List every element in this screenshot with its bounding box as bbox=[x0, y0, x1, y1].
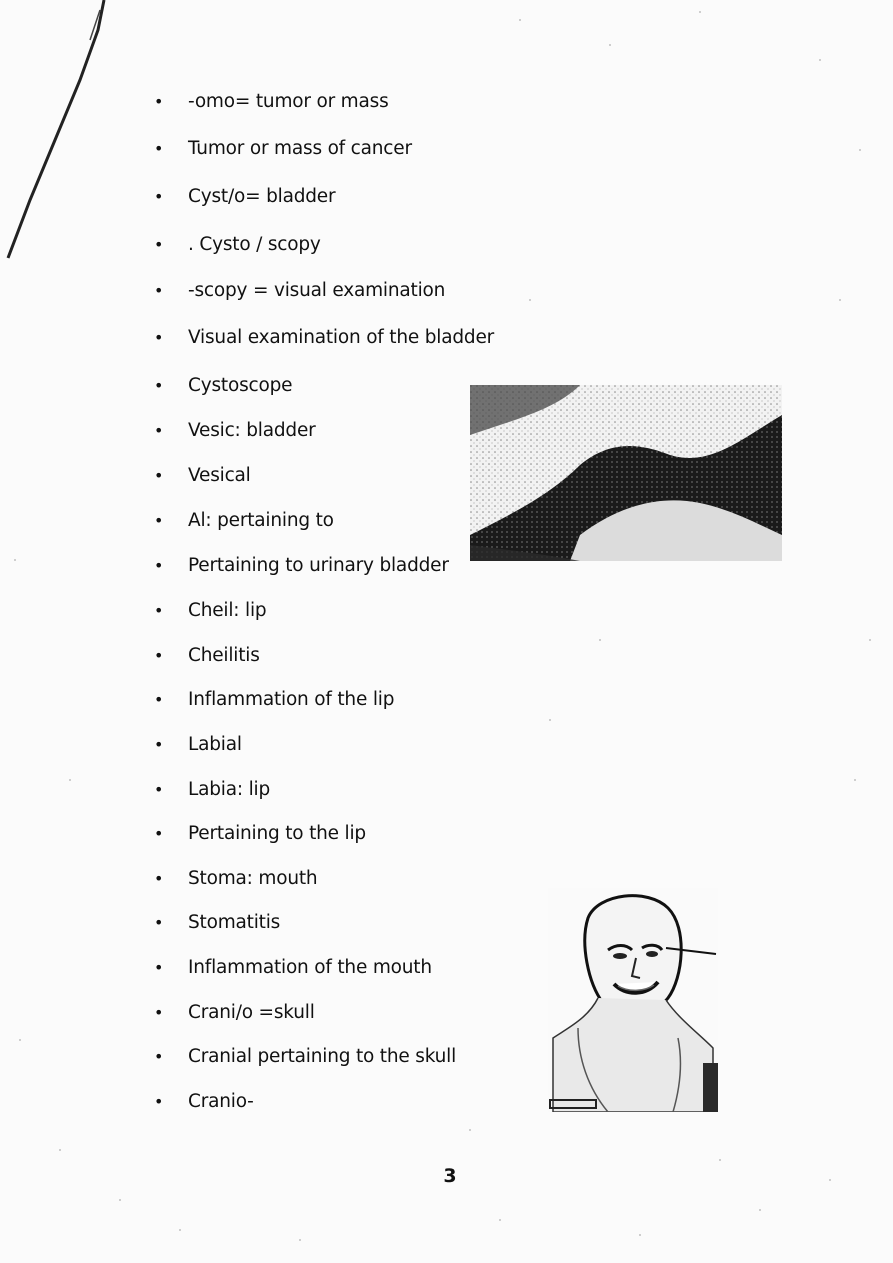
list-item bbox=[148, 507, 334, 535]
term-text: Pertaining to the lip bbox=[188, 823, 366, 844]
term-text: Vesic: bladder bbox=[188, 420, 316, 441]
list-item bbox=[148, 731, 242, 759]
term-text: Labial bbox=[188, 734, 242, 755]
term-text: Pertaining to urinary bladder bbox=[188, 555, 449, 576]
list-item bbox=[148, 1043, 456, 1071]
bullet: • bbox=[154, 780, 164, 799]
term-text: -scopy = visual examination bbox=[188, 280, 446, 301]
term-text: Stoma: mouth bbox=[188, 868, 318, 889]
list-item bbox=[148, 552, 449, 580]
term-text: Crani/o =skull bbox=[188, 1002, 315, 1023]
term-text: . Cysto / scopy bbox=[188, 234, 321, 255]
bullet: • bbox=[154, 556, 164, 575]
term-text: Cranio- bbox=[188, 1091, 254, 1112]
scan-edge-mark bbox=[0, 0, 120, 270]
bullet: • bbox=[154, 1047, 164, 1066]
bullet: • bbox=[154, 235, 164, 254]
list-item bbox=[148, 88, 389, 116]
list-item bbox=[148, 597, 266, 625]
list-item bbox=[148, 372, 292, 400]
bullet: • bbox=[154, 511, 164, 530]
list-item bbox=[148, 776, 270, 804]
bullet: • bbox=[154, 421, 164, 440]
bullet: • bbox=[154, 92, 164, 111]
list-item bbox=[148, 865, 317, 893]
term-text: Tumor or mass of cancer bbox=[188, 138, 412, 159]
term-text: Cranial pertaining to the skull bbox=[188, 1046, 457, 1067]
list-item bbox=[148, 954, 432, 982]
list-item bbox=[148, 999, 315, 1027]
bullet: • bbox=[154, 690, 164, 709]
list-item bbox=[148, 686, 394, 714]
term-text: Cheil: lip bbox=[188, 600, 267, 621]
term-text: Inflammation of the mouth bbox=[188, 957, 432, 978]
term-text: Stomatitis bbox=[188, 912, 281, 933]
term-text: Vesical bbox=[188, 465, 251, 486]
bullet: • bbox=[154, 869, 164, 888]
list-item bbox=[148, 277, 445, 305]
bullet: • bbox=[154, 139, 164, 158]
term-text: Inflammation of the lip bbox=[188, 689, 395, 710]
term-text: Cystoscope bbox=[188, 375, 293, 396]
list-item bbox=[148, 820, 366, 848]
term-text: -omo= tumor or mass bbox=[188, 91, 389, 112]
list-item bbox=[148, 909, 280, 937]
bullet: • bbox=[154, 824, 164, 843]
bullet: • bbox=[154, 376, 164, 395]
bullet: • bbox=[154, 328, 164, 347]
term-text: Visual examination of the bladder bbox=[188, 327, 495, 348]
bullet: • bbox=[154, 1092, 164, 1111]
bullet: • bbox=[154, 1003, 164, 1022]
list-item bbox=[148, 324, 494, 352]
bullet: • bbox=[154, 281, 164, 300]
bullet: • bbox=[154, 466, 164, 485]
list-item bbox=[148, 135, 412, 163]
list-item bbox=[148, 642, 260, 670]
face-photo bbox=[548, 888, 718, 1112]
bullet: • bbox=[154, 913, 164, 932]
term-text: Cyst/o= bladder bbox=[188, 186, 336, 207]
term-text: Labia: lip bbox=[188, 779, 270, 800]
list-item bbox=[148, 417, 316, 445]
page-number: 3 bbox=[443, 1165, 457, 1187]
list-item bbox=[148, 462, 251, 490]
bullet: • bbox=[154, 601, 164, 620]
list-item bbox=[148, 183, 335, 211]
term-text: Al: pertaining to bbox=[188, 510, 334, 531]
bullet: • bbox=[154, 735, 164, 754]
bullet: • bbox=[154, 187, 164, 206]
cystoscopy-image bbox=[470, 385, 782, 561]
list-item bbox=[148, 1088, 254, 1116]
term-text: Cheilitis bbox=[188, 645, 260, 666]
bullet: • bbox=[154, 646, 164, 665]
bullet: • bbox=[154, 958, 164, 977]
list-item bbox=[148, 231, 321, 259]
